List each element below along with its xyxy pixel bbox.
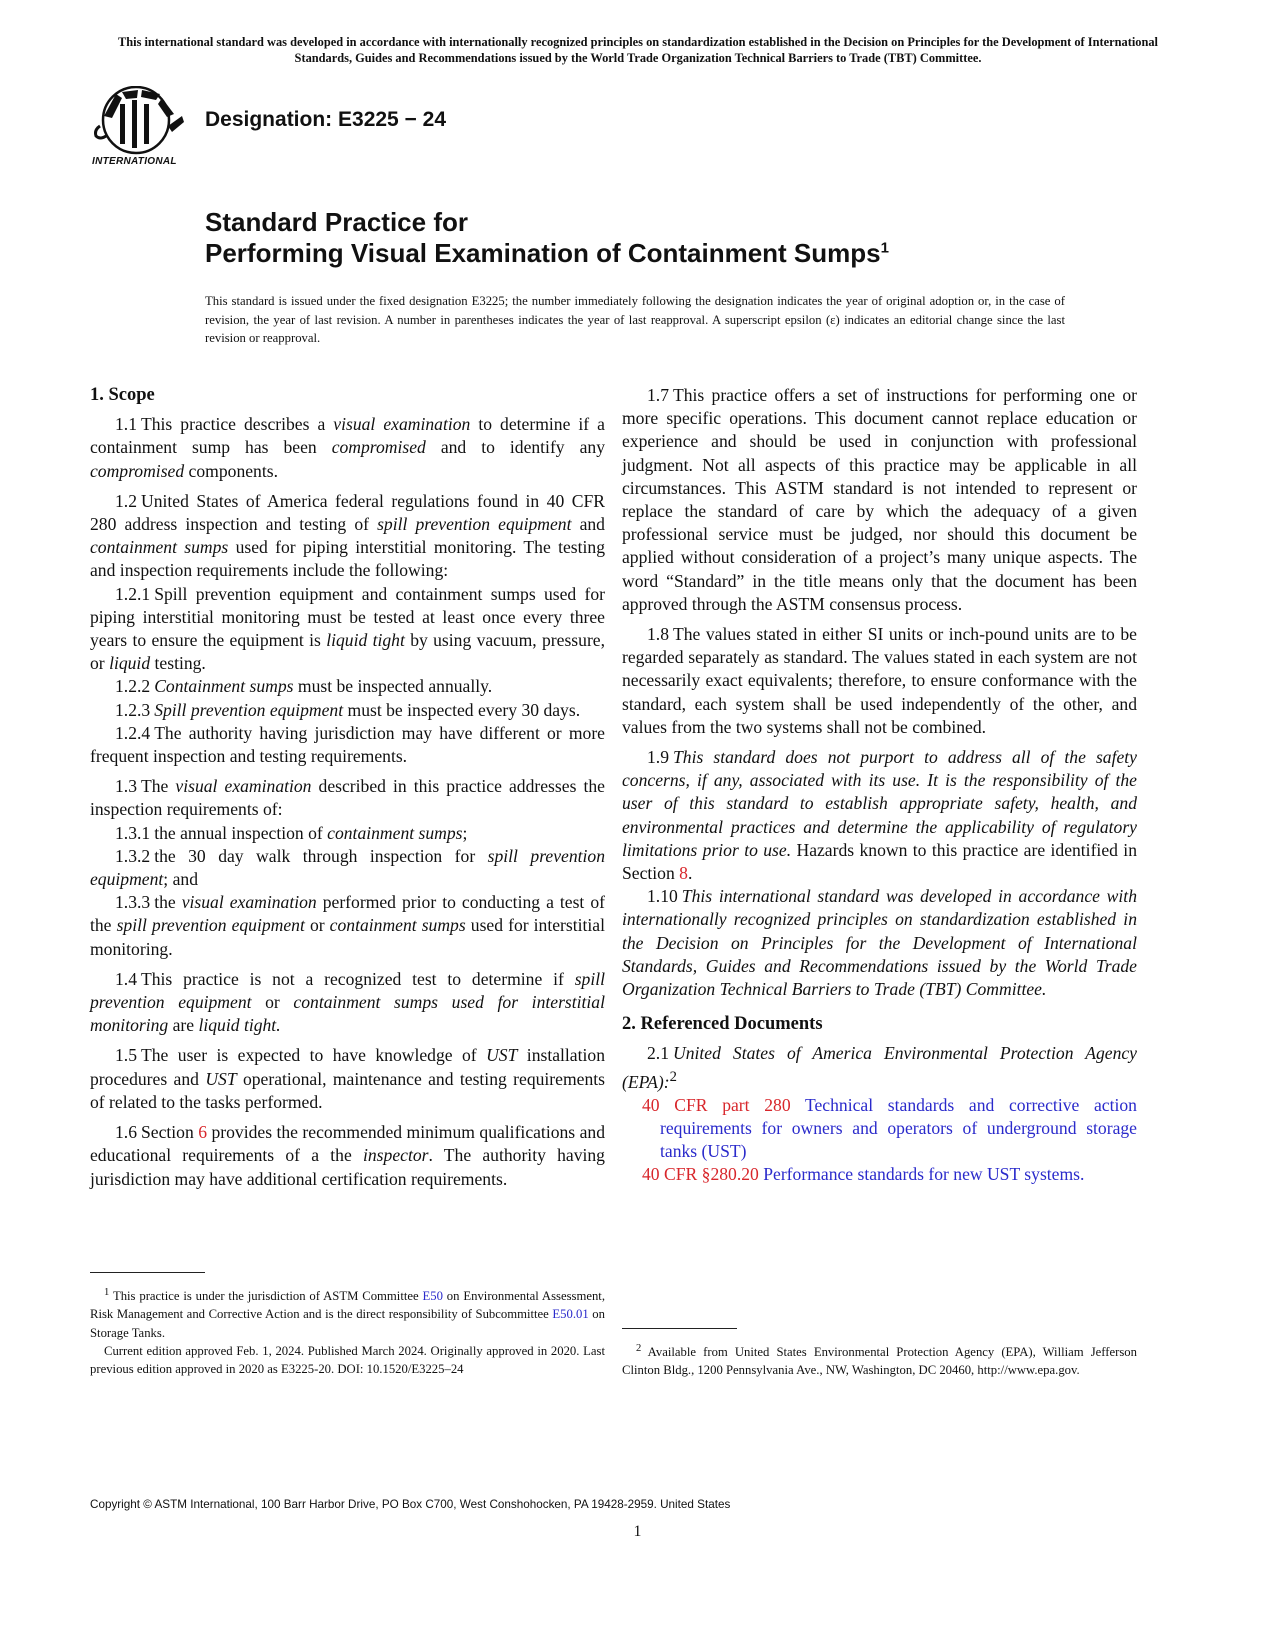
para-1-2-1: 1.2.1 Spill prevention equipment and containment sumps used for piping interstitial monitoring must be tested at least once every three years to ensure the equipment is liquid tight by using vacuum, pressure, or liquid testing. [90, 583, 606, 674]
subcommittee-e50-01-link[interactable]: E50.01 [552, 1307, 589, 1322]
title-line-2: Performing Visual Examination of Containment Sumps [205, 238, 881, 268]
section-heading-scope: 1. Scope [90, 385, 155, 405]
right-column [622, 384, 1137, 1187]
footnote-rule-right [622, 1328, 737, 1329]
para-1-2-4: 1.2.4 The authority having jurisdiction may have different or more frequent inspection and testing requirements. [90, 722, 605, 767]
para-1-9: 1.9 This standard does not purport to address all of the safety concerns, if any, associated with its use. It is the responsibility of the user of this standard to establish appropriate safety, health, and environmental practices and determine the applicability of regulatory limitations prior to use. Hazards known to this practice are identified in Section 8. [622, 747, 1137, 884]
title-line-1: Standard Practice for [205, 207, 468, 237]
footnote-2: $^2$ Available from United States Environmental Protection Agency (EPA), William Jefferson Clinton Bldg., 1200 Pennsylvania Ave., NW, Washington, DC 20460, http://www.epa.gov. [622, 1343, 1137, 1378]
para-1-2: 1.2 United States of America federal regulations found in 40 CFR 280 address inspection and testing of spill prevention equipment and containment sumps used for piping interstitial monitoring. The testing and inspection requirements include the following: [90, 490, 605, 581]
left-column [90, 384, 605, 1198]
para-1-3: 1.3 The visual examination described in this practice addresses the inspection requirements of: [90, 776, 605, 820]
para-1-10: 1.10 This international standard was developed in accordance with internationally recognized principles on standardization established in the Decision on Principles for the Development of International Standards, Guides and Recommendations issued by the World Trade Organization Technical Barriers to Trade (TBT) Committee. [622, 886, 1137, 1000]
para-1-5: 1.5 The user is expected to have knowledge of UST installation procedures and UST operational, maintenance and testing requirements of related to the tasks performed. [90, 1045, 605, 1112]
para-1-1: 1.1 This practice describes a visual examination to determine if a containment sump has been compromised and to identify any compromised components. [90, 414, 605, 481]
footnote-1-edition: Current edition approved Feb. 1, 2024. Published March 2024. Originally approved in 2020. Last previous edition approved in 2020 as E3225-20. DOI: 10.1520/E3225–24 [90, 1343, 605, 1377]
para-1-2-3: 1.2.3 Spill prevention equipment must be inspected every 30 days. [115, 699, 581, 720]
designation: Designation: E3225 − 24 [205, 108, 447, 131]
footnote-1: $^1$ This practice is under the jurisdiction of ASTM Committee E50 on Environmental Assessment, Risk Management and Corrective Action and is the direct responsibility of Subcommittee E50.01 on Storage Tanks. Current edition approved Feb. 1, 2024. Published March 2024. Originally approved in 2020. Last previous edition approved in 2020 as E3225-20. DOI: 10.1520/E3225–24 [90, 1284, 605, 1378]
para-1-3-2: 1.3.2 the 30 day walk through inspection for spill prevention equipment; and [90, 845, 605, 890]
logo-text: INTERNATIONAL [92, 156, 177, 167]
reference-title[interactable]: Technical standards and corrective action requirements for owners and operators of underground storage tanks (UST) [660, 1094, 1137, 1162]
para-1-3-3: 1.3.3 the visual examination performed prior to conducting a test of the spill prevention equipment or containment sumps used for interstitial monitoring. [90, 892, 605, 959]
section-6-link[interactable]: 6 [198, 1122, 208, 1143]
footnote-rule-left [90, 1272, 205, 1273]
para-2-1: 2.1 United States of America Environmental Protection Agency (EPA):$^2$ [622, 1043, 1137, 1092]
para-1-7: 1.7 This practice offers a set of instructions for performing one or more specific operations. This document cannot replace education or experience and should be used in conjunction with professional judgment. Not all aspects of this practice may be applicable in all circumstances. This ASTM standard is not intended to represent or replace the standard of care by which the adequacy of a given professional service must be judged, nor should this document be applied without consideration of a project’s many unique aspects. The word “Standard” in the title means only that the document has been approved through the ASTM consensus process. [622, 385, 1137, 614]
reference-item[interactable] [622, 1163, 1137, 1186]
copyright-notice: Copyright © ASTM International, 100 Barr Harbor Drive, PO Box C700, West Conshohocken, PA 19428-2959. United States [90, 1498, 731, 1511]
reference-item[interactable] [622, 1094, 1137, 1164]
para-1-2-2: 1.2.2 Containment sumps must be inspected annually. [115, 676, 493, 697]
top-notice: This international standard was developed in accordance with internationally recognized principles on standardization established in the Decision on Principles for the Development of International Standards, Guides and Recommendations issued by the World Trade Organization Technical Barriers to Trade (TBT) Committee. [117, 35, 1159, 65]
reference-code[interactable]: 40 CFR part 280 [642, 1094, 791, 1115]
committee-e50-link[interactable]: E50 [422, 1289, 443, 1304]
issuance-statement: This standard is issued under the fixed designation E3225; the number immediately following the designation indicates the year of original adoption or, in the case of revision, the year of last revision. A number in parentheses indicates the year of last reapproval. A superscript epsilon (ε) indicates an editorial change since the last revision or reapproval. [205, 294, 1065, 345]
reference-title[interactable]: Performance standards for new UST systems. [763, 1164, 1085, 1185]
section-heading-referenced-documents: 2. Referenced Documents [622, 1014, 823, 1035]
para-1-3-1: 1.3.1 the annual inspection of containment sumps; [115, 822, 468, 843]
para-1-4: 1.4 This practice is not a recognized test to determine if spill prevention equipment or containment sumps used for interstitial monitoring are liquid tight. [90, 968, 605, 1036]
page-title [205, 238, 889, 269]
para-1-8: 1.8 The values stated in either SI units or inch-pound units are to be regarded separately as standard. The values stated in each system are not necessarily exact equivalents; therefore, to ensure conformance with the standard, each system shall be used independently of the other, and values from the two systems shall not be combined. [622, 624, 1137, 737]
reference-code[interactable]: 40 CFR §280.20 [642, 1164, 759, 1185]
page-number: 1 [633, 1523, 642, 1540]
section-8-link[interactable]: 8 [679, 863, 688, 884]
para-1-6: 1.6 Section 6 provides the recommended minimum qualifications and educational requirements of a the inspector. The authority having jurisdiction may have additional certification requirements. [90, 1122, 605, 1189]
title-footnote-marker: 1 [880, 239, 889, 257]
